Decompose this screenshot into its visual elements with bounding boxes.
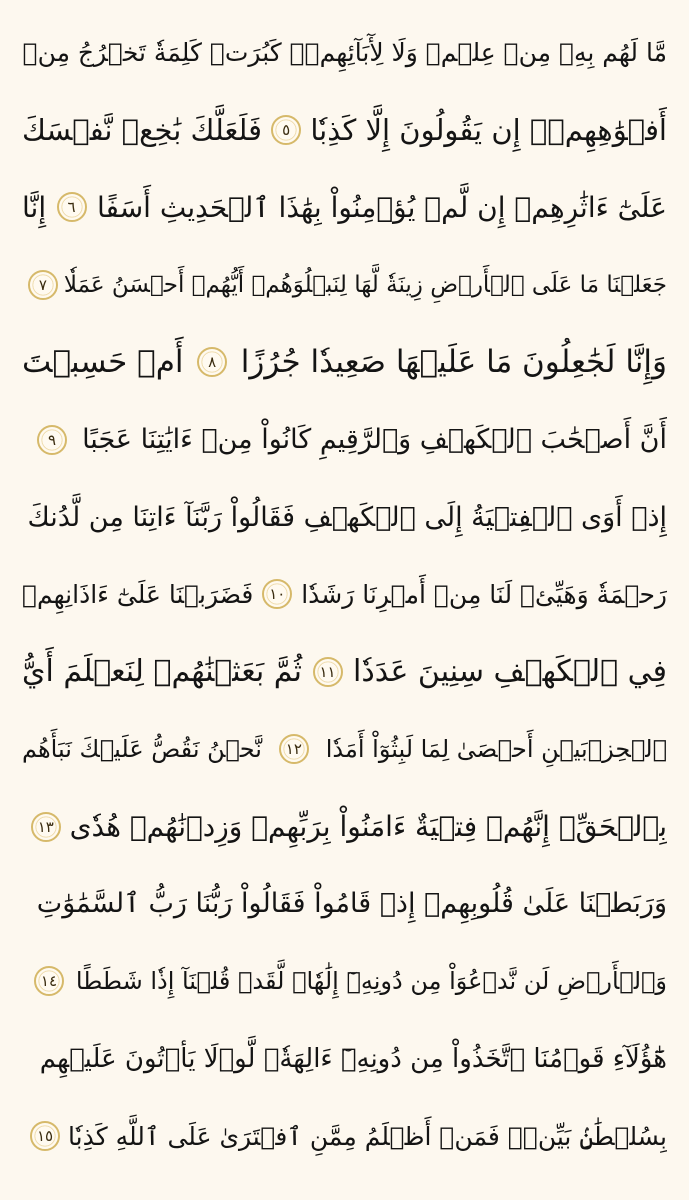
ayah-number-marker: ٦ [57, 192, 87, 222]
ayah-number-marker: ٧ [28, 270, 58, 300]
ayah-number-marker: ١٤ [34, 966, 64, 996]
verse-text: أَمۡ حَسِبۡتَ [22, 344, 184, 381]
verse-text: هَٰٓؤُلَآءِ قَوۡمُنَا ٱتَّخَذُواْ مِن دُونِهِۦٓ ءَالِهَةٗۖ لَّوۡلَا يَأۡتُونَ عَلَيۡهِم [39, 1043, 667, 1074]
verse-line [22, 324, 667, 401]
verse-text: نَّحۡنُ نَقُصُّ عَلَيۡكَ نَبَأَهُم [22, 735, 262, 764]
verse-line [22, 91, 667, 168]
verse-text: وَرَبَطۡنَا عَلَىٰ قُلُوبِهِمۡ إِذۡ قَامُواْ فَقَالُواْ رَبُّنَا رَبُّ ٱلسَّمَٰوَٰتِ [36, 888, 667, 920]
verse-text: أَنَّ أَصۡحَٰبَ ٱلۡكَهۡفِ وَٱلرَّقِيمِ كَانُواْ مِنۡ ءَايَٰتِنَا عَجَبًا [82, 424, 667, 456]
verse-line [22, 169, 667, 246]
verse-text: فَضَرَبۡنَا عَلَىٰٓ ءَاذَانِهِمۡ [22, 579, 254, 609]
verse-line [22, 788, 667, 865]
verse-text: رَحۡمَةٗ وَهَيِّئۡ لَنَا مِنۡ أَمۡرِنَا رَشَدٗا [301, 579, 667, 609]
verse-text: ٱلۡحِزۡبَيۡنِ أَحۡصَىٰ لِمَا لَبِثُوٓاْ أَمَدٗا [325, 735, 667, 764]
verse-text: فِي ٱلۡكَهۡفِ سِنِينَ عَدَدٗا [353, 654, 667, 690]
verse-text: عَلَىٰٓ ءَاثَٰرِهِمۡ إِن لَّمۡ يُؤۡمِنُواْ بِهَٰذَا ٱلۡحَدِيثِ أَسَفًا [97, 190, 667, 224]
ayah-number-marker: ١٠ [262, 579, 292, 609]
verse-text: أَفۡوَٰهِهِمۡۚ إِن يَقُولُونَ إِلَّا كَذِبٗا [310, 113, 667, 148]
verse-line [22, 633, 667, 710]
verse-line [22, 1097, 667, 1174]
ayah-number-marker: ١٥ [30, 1121, 60, 1151]
verse-line [22, 711, 667, 788]
verse-text: إِذۡ أَوَى ٱلۡفِتۡيَةُ إِلَى ٱلۡكَهۡفِ فَقَالُواْ رَبَّنَآ ءَاتِنَا مِن لَّدُنكَ [27, 501, 667, 533]
verse-line [22, 14, 667, 91]
verse-text: وَإِنَّا لَجَٰعِلُونَ مَا عَلَيۡهَا صَعِيدٗا جُرُزًا [240, 344, 667, 381]
verse-text: فَلَعَلَّكَ بَٰخِعٞ نَّفۡسَكَ [22, 113, 263, 148]
verse-line [22, 556, 667, 633]
ayah-number-marker: ٥ [271, 115, 301, 145]
verse-text: وَٱلۡأَرۡضِ لَن نَّدۡعُوَاْ مِن دُونِهِۦٓ إِلَٰهٗاۖ لَّقَدۡ قُلۡنَآ إِذٗا شَطَطًا [75, 967, 667, 996]
verse-text: ثُمَّ بَعَثۡنَٰهُمۡ لِنَعۡلَمَ أَيُّ [22, 654, 303, 690]
ayah-number-marker: ١٢ [279, 734, 309, 764]
verse-line [22, 1020, 667, 1097]
verse-line [22, 246, 667, 323]
ayah-number-marker: ٩ [37, 425, 67, 455]
ayah-number-marker: ١١ [313, 657, 343, 687]
verse-line [22, 943, 667, 1020]
verse-text: جَعَلۡنَا مَا عَلَى ٱلۡأَرۡضِ زِينَةٗ لَّهَا لِنَبۡلُوَهُمۡ أَيُّهُمۡ أَحۡسَنُ عَمَلٗا [63, 271, 667, 298]
verse-text: مَّا لَهُم بِهِۦ مِنۡ عِلۡمٖ وَلَا لِأٓبَآئِهِمۡۚ كَبُرَتۡ كَلِمَةٗ تَخۡرُجُ مِنۡ [22, 38, 667, 68]
verse-text: بِٱلۡحَقِّۚ إِنَّهُمۡ فِتۡيَةٌ ءَامَنُواْ بِرَبِّهِمۡ وَزِدۡنَٰهُمۡ هُدٗى [69, 810, 667, 844]
ayah-number-marker: ١٣ [31, 812, 61, 842]
verse-line [22, 478, 667, 555]
ayah-number-marker: ٨ [197, 347, 227, 377]
verse-line [22, 401, 667, 478]
verse-text: بِسُلۡطَٰنِۢ بَيِّنٖۖ فَمَنۡ أَظۡلَمُ مِمَّنِ ٱفۡتَرَىٰ عَلَى ٱللَّهِ كَذِبٗا [68, 1121, 667, 1151]
verse-line [22, 865, 667, 942]
verse-text: إِنَّا [22, 190, 47, 224]
